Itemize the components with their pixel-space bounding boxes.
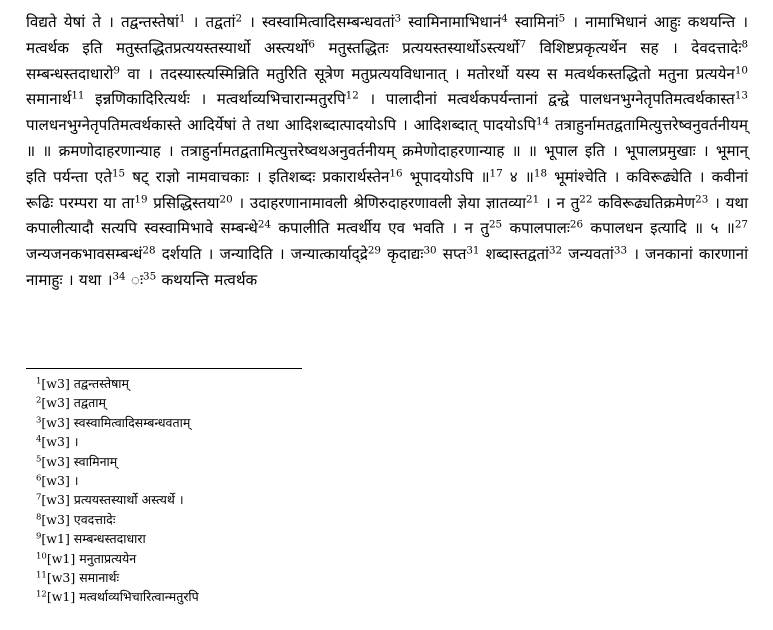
text-segment: । यथा कपालीत्यादौ सत्यपि स्वस्वामिभावे सम्बन्धे — [26, 193, 749, 238]
text-segment: विद्यते येषां ते । तद्वन्तस्तेषां — [26, 13, 179, 31]
footnote-number: 5 — [36, 453, 42, 464]
text-segment: दर्शयति । जन्यादिति । जन्यात्कार्याद्द्रे — [155, 245, 368, 264]
footnote-text: [w1] सम्बन्धस्तदाधारा — [41, 531, 146, 547]
footnote-marker: 15 — [111, 167, 126, 180]
footnote-number: 4 — [36, 434, 42, 445]
text-segment: जन्यवतां — [562, 245, 614, 264]
text-segment: जन्यजनकभावसम्बन्धं — [26, 245, 143, 264]
footnote-marker: 16 — [389, 167, 403, 180]
footnote-item — [36, 452, 736, 471]
footnote-marker: 24 — [257, 218, 271, 231]
footnote-number: 2 — [36, 395, 42, 406]
text-segment: । उदाहरणानामावली श्रेणिरुदाहरणावली ज्ञेया ज्ञातव्या — [232, 193, 527, 212]
footnote-number: 1 — [36, 376, 42, 387]
text-segment: ◌ः — [125, 270, 144, 289]
text-segment: कथयन्ति मत्वर्थक — [156, 270, 258, 289]
footnote-marker: 27 — [734, 218, 748, 231]
text-segment: षट् राज्ञो नामवाचकाः । इतिशब्दः प्रकारार्थस्तेन — [125, 167, 390, 186]
footnote-text: [w3] तद्वन्तस्तेषाम् — [41, 376, 130, 391]
text-segment: कपालधन इत्यादि ॥ ५ ॥ — [583, 219, 735, 238]
text-segment: विशिष्टप्रकृत्यर्थेन सह । देवदत्तादेः — [526, 38, 742, 57]
footnote-marker: 17 — [489, 167, 503, 180]
footnote-marker: 21 — [526, 192, 540, 205]
footnote-item — [36, 393, 736, 412]
text-segment: इन्नणिकादिरित्यर्थः । मत्वर्थाव्यभिचारान्मतुरपि — [84, 90, 346, 109]
text-segment: पालधनभुग्नेतृपतिमत्वर्थकास्ते आदिर्येषां ते तथा आदिशब्दात्पादयोऽपि । आदिशब्दात् पादयोऽपि — [26, 116, 537, 135]
text-segment: । नामाभिधानं आहुः कथयन्ति । मत्वर्थक इति मतुस्तद्धितप्रत्ययस्तस्यार्थो अस्त्यर्थो — [26, 13, 748, 57]
footnote-item — [36, 529, 736, 548]
text-segment: तत्राहुर्नामतद्वतामित्युत्तरेष्वनुवर्तनीयम् ॥ ॥ क्रमणोदाहरणान्याह । तत्राहुर्नामतद्वतामित्युत्तरेष्वथअनुवर्तनीयम् क्रमेणोदाहरणान्याह ॥ ॥ भूपाल इति । भूपालप्रमुखाः । भूमान् इति पर्यन्ता एते — [26, 116, 748, 186]
footnote-marker: 4 — [501, 12, 508, 25]
body-text — [26, 10, 748, 294]
footnote-marker: 8 — [741, 38, 749, 51]
text-segment: कविरूढ्यतिक्रमेण — [592, 193, 696, 212]
footnote-text: [w1] मत्वर्थाव्यभिचारित्वान्मतुरपि — [46, 589, 199, 605]
footnote-item — [36, 490, 736, 509]
footnote-marker: 12 — [345, 89, 359, 102]
footnote-number: 8 — [36, 512, 42, 523]
footnote-marker: 18 — [533, 167, 548, 180]
text-segment: सप्त — [436, 245, 467, 264]
footnote-marker: 13 — [734, 89, 748, 102]
text-segment: । न तु — [539, 193, 580, 212]
footnote-marker: 34 — [112, 270, 126, 283]
footnote-marker: 5 — [558, 12, 566, 25]
footnote-text: [w1] मनुताप्रत्ययेन — [46, 550, 137, 566]
footnote-marker: 9 — [113, 63, 120, 76]
footnote-marker: 2 — [235, 12, 243, 25]
footnote-item — [36, 549, 736, 568]
footnote-text: [w3] एवदत्तादेः — [41, 511, 116, 527]
footnote-marker: 30 — [423, 244, 437, 257]
footnote-number: 7 — [36, 492, 42, 503]
footnote-marker: 19 — [134, 192, 148, 205]
footnote-text: [w3] स्वस्वामित्वादिसम्बन्धवताम् — [41, 414, 191, 430]
footnote-item — [36, 510, 736, 529]
footnote-item — [36, 587, 736, 606]
footnote-marker: 26 — [569, 218, 584, 231]
footnote-number: 6 — [36, 473, 42, 484]
text-segment: कपालीति मत्वर्थीय एव भवति । न तु — [271, 219, 489, 238]
footnote-number: 12 — [36, 589, 47, 600]
footnote-marker: 29 — [367, 244, 381, 257]
footnote-marker: 14 — [536, 115, 550, 128]
text-segment: भूपादयोऽपि ॥ — [402, 167, 490, 186]
footnote-marker: 6 — [308, 38, 315, 51]
footnote-list — [36, 374, 736, 607]
footnote-text: [w3] । — [41, 434, 79, 450]
footnote-marker: 33 — [613, 244, 628, 257]
footnote-marker: 35 — [143, 270, 157, 283]
text-segment: समानार्थ — [26, 90, 72, 109]
footnote-marker: 28 — [142, 244, 156, 257]
footnote-marker: 25 — [488, 218, 503, 231]
text-segment: स्वामिनां — [507, 13, 559, 31]
text-segment: । पालादीनां मत्वर्थकपर्यन्तानां द्वन्द्वे पालधनभुग्नेतृपतिमत्वर्थकास्त — [358, 90, 735, 109]
footnote-marker: 23 — [695, 192, 709, 205]
text-segment: मतुस्तद्धितः प्रत्ययस्तस्यार्थोऽस्त्यर्थो — [314, 38, 520, 57]
text-segment: कृदाद्यः — [380, 245, 424, 264]
footnote-text: [w3] प्रत्ययस्तस्यार्थो अस्त्यर्थे । — [41, 492, 184, 508]
footnote-number: 3 — [36, 415, 42, 426]
footnote-item — [36, 568, 736, 587]
footnote-separator — [26, 368, 302, 369]
text-segment: प्रसिद्धिस्तया — [147, 193, 220, 212]
footnote-number: 11 — [36, 570, 47, 581]
footnote-item — [36, 432, 736, 451]
footnote-item — [36, 374, 736, 393]
footnote-text: [w3] समानार्थः — [46, 570, 120, 586]
text-segment: । तद्वतां — [185, 13, 236, 31]
footnote-marker: 31 — [466, 244, 480, 257]
text-segment: ४ ॥ — [502, 167, 534, 186]
text-segment: शब्दास्तद्वतां — [479, 245, 549, 264]
footnote-marker: 11 — [71, 89, 85, 102]
footnote-text: [w3] । — [41, 473, 79, 489]
text-segment: । स्वस्वामित्वादिसम्बन्धवतां — [242, 13, 395, 31]
footnote-marker: 7 — [519, 38, 527, 51]
text-segment: । जनकानां कारणानां नामाहुः । यथा । — [26, 245, 749, 289]
footnote-number: 9 — [36, 531, 42, 542]
footnote-text: [w3] स्वामिनाम् — [41, 453, 118, 469]
text-segment: वा । तदस्यास्त्यस्मिन्निति मतुरिति सूत्रेण मतुप्रत्ययविधानात् । मतोरर्थो यस्य स मत्वर्थकस्तद्धितो मतुना प्रत्ययेन — [119, 64, 735, 83]
footnote-marker: 3 — [394, 12, 402, 25]
text-segment: स्वामिनामाभिधानं — [401, 13, 502, 31]
footnote-marker: 1 — [178, 12, 186, 25]
text-segment: भूमांश्चेति । कविरूढ्येति । कवीनां रूढिः परम्परा या ता — [26, 167, 749, 212]
text-segment: कपालपालः — [502, 219, 570, 238]
footnote-text: [w3] तद्वताम् — [41, 395, 106, 411]
text-segment: सम्बन्धस्तदाधारो — [26, 64, 114, 83]
footnote-marker: 10 — [734, 63, 748, 76]
footnote-number: 10 — [36, 550, 47, 561]
footnote-item — [36, 413, 736, 432]
footnote-marker: 22 — [579, 192, 593, 205]
footnote-marker: 32 — [548, 244, 563, 257]
footnote-item — [36, 471, 736, 490]
footnote-marker: 20 — [219, 192, 233, 205]
